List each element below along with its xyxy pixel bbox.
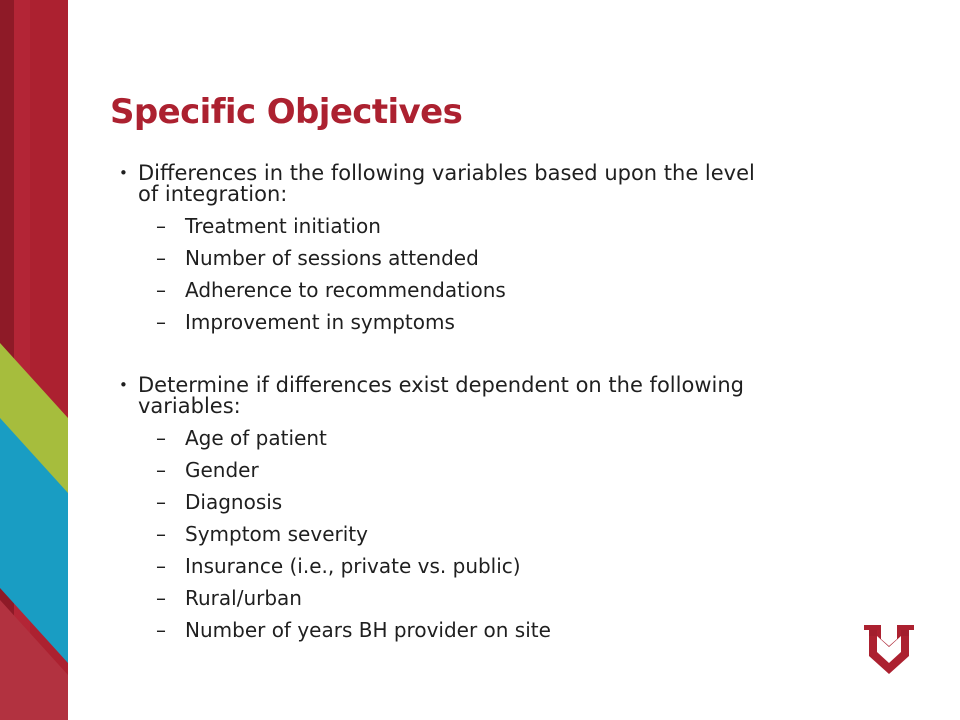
dash-icon: – [156,310,166,334]
sub-item-text: Symptom severity [185,522,368,546]
bullet-icon: • [119,164,128,182]
dash-icon: – [156,554,166,578]
dash-icon: – [156,522,166,546]
decorative-stripe-band [0,0,68,720]
dash-icon: – [156,618,166,642]
sub-item-text: Diagnosis [185,490,283,514]
sub-item-gender [156,457,716,483]
sub-item-age-of-patient [156,425,716,451]
sub-item-diagnosis [156,489,716,515]
dash-icon: – [156,426,166,450]
dash-icon: – [156,490,166,514]
dash-icon: – [156,214,166,238]
dash-icon: – [156,586,166,610]
sub-item-rural-urban [156,585,716,611]
sub-item-improvement [156,309,716,335]
university-logo-icon [862,622,916,676]
slide-title: Specific Objectives [110,92,463,132]
bullet-text: Determine if differences exist dependent on the following variables: [138,373,744,418]
dash-icon: – [156,458,166,482]
sub-item-insurance [156,553,716,579]
sub-item-text: Number of sessions attended [185,246,479,270]
sub-item-symptom-severity [156,521,716,547]
sub-item-text: Gender [185,458,259,482]
sub-item-text: Insurance (i.e., private vs. public) [185,554,521,578]
sub-item-treatment-initiation [156,213,716,239]
sub-item-text: Age of patient [185,426,327,450]
sub-item-text: Rural/urban [185,586,302,610]
sub-item-text: Treatment initiation [185,214,381,238]
bullet-text: Differences in the following variables based upon the level of integration: [138,161,755,206]
sub-item-text: Adherence to recommendations [185,278,506,302]
bullet-icon: • [119,376,128,394]
sub-item-adherence [156,277,716,303]
sub-item-text: Number of years BH provider on site [185,618,551,642]
sub-item-number-of-sessions [156,245,716,271]
sub-item-text: Improvement in symptoms [185,310,455,334]
dash-icon: – [156,278,166,302]
sub-item-bh-provider-years [156,617,716,643]
dash-icon: – [156,246,166,270]
